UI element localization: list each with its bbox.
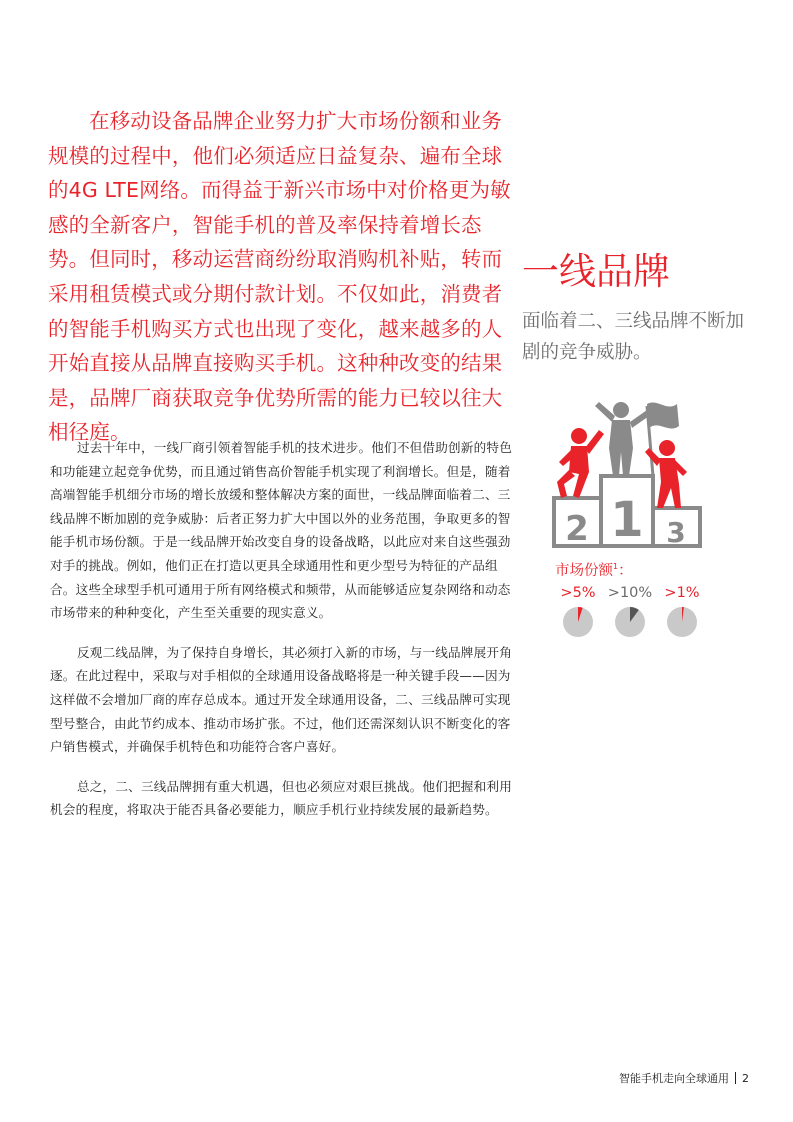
podium-number-2: 2 (565, 509, 589, 548)
market-share-pies (553, 606, 708, 640)
market-share-value-3: >1% (664, 585, 700, 601)
footer-title: 智能手机走向全球通用 (619, 1072, 729, 1085)
sidebar-title: 一线品牌 (522, 250, 670, 293)
market-share-value-2: >10% (607, 585, 653, 601)
second-place-figure-icon (557, 428, 604, 498)
winner-figure-icon (595, 402, 649, 476)
footer-separator (735, 1072, 736, 1084)
market-share-title-text: 市场份额 (555, 563, 613, 579)
podium-illustration (549, 396, 705, 548)
market-share-values (553, 583, 708, 603)
market-share-pie-3 (666, 606, 698, 638)
podium-number-3: 3 (666, 516, 686, 548)
page-footer (619, 1070, 749, 1086)
page-number: 2 (742, 1072, 749, 1085)
body-paragraph-2: 反观二线品牌，为了保持自身增长，其必须打入新的市场，与一线品牌展开角逐。在此过程中，采取与对手相似的全球通用设备战略将是一种关键手段——因为这样做不会增加厂商的库存总成本。通过开发全球通用设备，二、三线品牌可实现型号整合，由此节约成本、推动市场扩张。不过，他们还需深刻认识不断变化的客户销售模式，并确保手机特色和功能符合客户喜好。 (50, 644, 512, 755)
market-share-colon: ： (618, 563, 633, 579)
market-share-footnote: 1 (613, 562, 619, 572)
market-share-pie-1 (562, 606, 594, 638)
market-share-pie-2 (614, 606, 646, 638)
sidebar-subtitle: 面临着二、三线品牌不断加剧的竞争威胁。 (522, 311, 745, 363)
market-share-title (555, 559, 633, 580)
body-text (50, 436, 518, 838)
market-share-value-1: >5% (560, 585, 596, 601)
body-paragraph-1: 过去十年中，一线厂商引领着智能手机的技术进步。他们不但借助创新的特色和功能建立起竞争优势，而且通过销售高价智能手机实现了利润增长。但是，随着高端智能手机细分市场的增长放缓和整体解决方案的面世，一线品牌面临着二、三线品牌不断加剧的竞争威胁：后者正努力扩大中国以外的业务范围，争取更多的智能手机市场份额。于是一线品牌开始改变自身的设备战略，以此应对来自这些强劲对手的挑战。例如，他们正在打造以更具全球通用性和更少型号为特征的产品组合。这些全球型手机可通用于所有网络模式和频带，从而能够适应复杂网络和动态市场带来的种种变化，产生至关重要的现实意义。 (50, 440, 512, 621)
intro-paragraph: 在移动设备品牌企业努力扩大市场份额和业务规模的过程中，他们必须适应日益复杂、遍布全球的4G LTE网络。而得益于新兴市场中对价格更为敏感的全新客户，智能手机的普及率保持着增长态势。但同时，移动运营商纷纷取消购机补贴，转而采用租赁模式或分期付款计划。不仅如此，消费者的智能手机购买方式也出现了变化，越来越多的人开始直接从品牌直接购买手机。这种种改变的结果是，品牌厂商获取竞争优势所需的能力已较以往大相径庭。 (48, 109, 511, 445)
podium-number-1: 1 (610, 492, 644, 548)
body-paragraph-3: 总之，二、三线品牌拥有重大机遇，但也必须应对艰巨挑战。他们把握和利用机会的程度，将取决于能否具备必要能力，顺应手机行业持续发展的最新趋势。 (50, 778, 512, 818)
